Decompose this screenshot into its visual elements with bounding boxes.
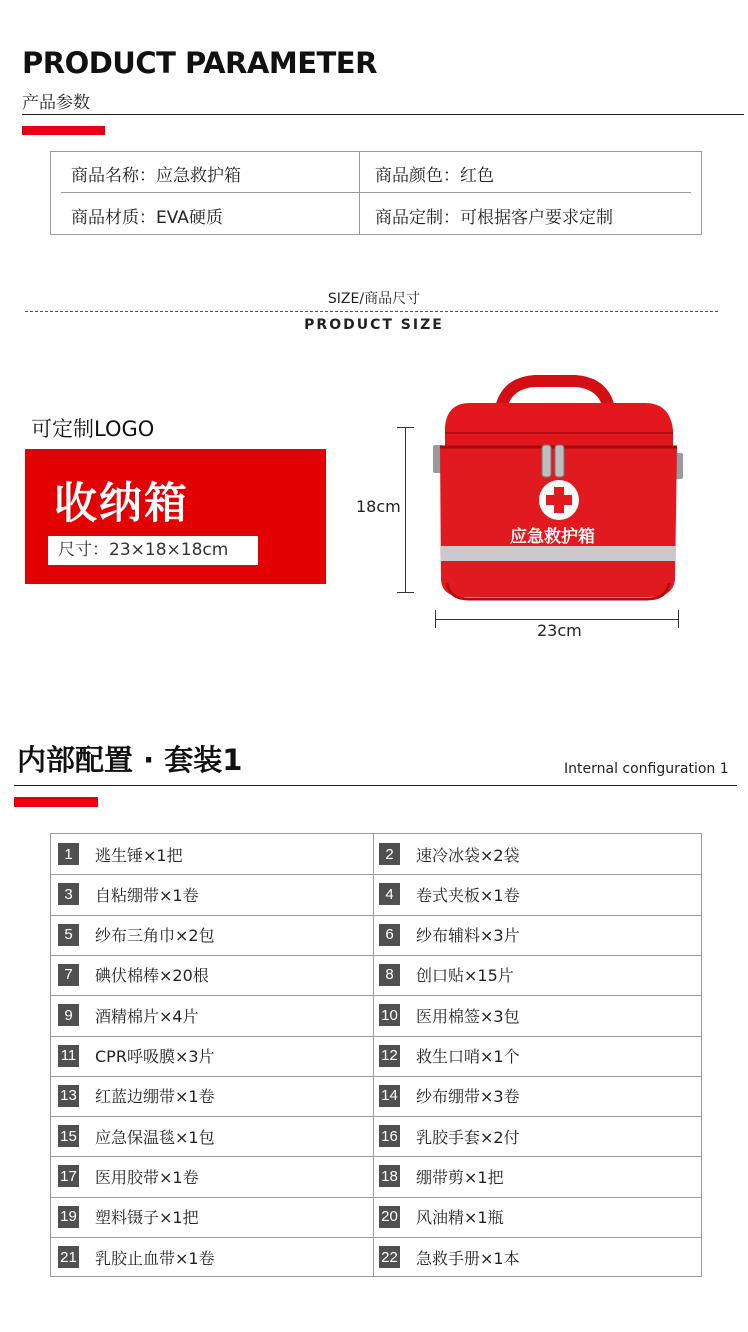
item-text: 乳胶止血带×1卷 <box>95 1248 215 1268</box>
config-item <box>58 924 215 946</box>
item-text: 医用棉签×3包 <box>416 1006 520 1026</box>
item-number-badge: 1 <box>58 843 79 865</box>
config-item <box>58 1246 215 1268</box>
item-number-badge: 6 <box>379 924 400 946</box>
accent-bar <box>22 126 105 135</box>
item-number-badge: 21 <box>58 1246 79 1268</box>
item-number-badge: 10 <box>379 1004 400 1026</box>
width-label: 23cm <box>537 621 582 640</box>
item-text: 医用胶带×1卷 <box>95 1167 199 1187</box>
accent-bar <box>14 797 98 807</box>
param-color: 商品颜色：红色 <box>375 166 494 186</box>
item-number-badge: 17 <box>58 1165 79 1187</box>
width-tick-right <box>678 610 679 628</box>
height-tick-top <box>397 427 414 428</box>
item-text: 应急保温毯×1包 <box>95 1127 215 1147</box>
item-text: 绷带剪×1把 <box>416 1167 504 1187</box>
config-item <box>58 1125 215 1147</box>
item-text: 卷式夹板×1卷 <box>416 885 520 905</box>
item-text: 救生口哨×1个 <box>416 1047 520 1066</box>
items-table <box>50 833 702 1277</box>
config-item <box>379 1085 520 1107</box>
row-divider <box>51 1197 701 1198</box>
promo-title: 收纳箱 <box>54 479 189 529</box>
dashed-divider <box>25 311 718 312</box>
row-divider <box>51 955 701 956</box>
config-item <box>58 1206 199 1228</box>
row-divider <box>51 1076 701 1077</box>
config-title: 内部配置 · 套装1 <box>17 743 243 777</box>
item-text: 风油精×1瓶 <box>416 1208 504 1228</box>
width-line <box>435 619 679 620</box>
item-text: 急救手册×1本 <box>416 1248 520 1268</box>
config-item <box>58 883 199 905</box>
config-item <box>379 1045 520 1067</box>
section-title-cn: 产品参数 <box>22 93 90 113</box>
config-item <box>379 964 514 986</box>
config-item <box>379 843 520 865</box>
config-item <box>58 843 183 865</box>
row-divider <box>51 1156 701 1157</box>
item-text: 碘伏棉棒×20根 <box>95 966 209 986</box>
item-number-badge: 14 <box>379 1085 400 1107</box>
row-divider <box>51 1237 701 1238</box>
row-divider <box>51 1036 701 1037</box>
param-table <box>50 151 702 235</box>
row-divider <box>51 915 701 916</box>
config-item <box>379 1004 520 1026</box>
item-number-badge: 13 <box>58 1085 79 1107</box>
item-number-badge: 7 <box>58 964 79 986</box>
item-text: 酒精棉片×4片 <box>95 1006 199 1026</box>
config-item <box>379 924 520 946</box>
item-text: 创口贴×15片 <box>416 966 514 986</box>
promo-dimensions: 尺寸：23×18×18cm <box>48 536 258 565</box>
width-tick-left <box>435 610 436 628</box>
item-text: 红蓝边绷带×1卷 <box>95 1087 215 1107</box>
config-item <box>379 1125 520 1147</box>
height-label: 18cm <box>356 497 401 516</box>
custom-logo-text: 可定制LOGO <box>31 417 155 441</box>
item-text: 纱布绷带×3卷 <box>416 1087 520 1107</box>
height-line <box>405 427 406 593</box>
height-tick-bottom <box>397 592 414 593</box>
item-number-badge: 19 <box>58 1206 79 1228</box>
item-number-badge: 22 <box>379 1246 400 1268</box>
item-number-badge: 11 <box>58 1045 79 1067</box>
config-title-en: Internal configuration 1 <box>564 761 729 777</box>
config-item <box>379 1165 504 1187</box>
item-number-badge: 18 <box>379 1165 400 1187</box>
size-label: SIZE/商品尺寸 <box>327 291 421 307</box>
config-item <box>58 964 209 986</box>
item-number-badge: 20 <box>379 1206 400 1228</box>
row-divider <box>51 1116 701 1117</box>
section-title-en: PRODUCT PARAMETER <box>22 46 377 80</box>
item-number-badge: 8 <box>379 964 400 986</box>
item-text: 塑料镊子×1把 <box>95 1208 199 1228</box>
item-number-badge: 16 <box>379 1125 400 1147</box>
bag-label: 应急救护箱 <box>510 527 595 547</box>
config-item <box>379 883 520 905</box>
item-text: 纱布辅料×3片 <box>416 926 520 946</box>
item-number-badge: 2 <box>379 843 400 865</box>
row-divider <box>51 995 701 996</box>
divider <box>14 785 737 786</box>
config-item <box>379 1206 504 1228</box>
config-item <box>379 1246 520 1268</box>
item-number-badge: 15 <box>58 1125 79 1147</box>
first-aid-kit-image <box>425 375 685 605</box>
item-number-badge: 3 <box>58 883 79 905</box>
item-text: 纱布三角巾×2包 <box>95 926 215 946</box>
item-number-badge: 4 <box>379 883 400 905</box>
config-item <box>58 1085 215 1107</box>
item-text: 逃生锤×1把 <box>95 845 183 865</box>
item-number-badge: 12 <box>379 1045 400 1067</box>
item-number-badge: 5 <box>58 924 79 946</box>
size-title: PRODUCT SIZE <box>304 317 444 333</box>
config-item <box>58 1004 199 1026</box>
param-name: 商品名称：应急救护箱 <box>71 166 241 186</box>
param-custom: 商品定制：可根据客户要求定制 <box>375 208 613 228</box>
config-item <box>58 1165 199 1187</box>
item-text: 速冷冰袋×2袋 <box>416 845 520 865</box>
divider <box>22 114 744 115</box>
item-number-badge: 9 <box>58 1004 79 1026</box>
row-divider <box>51 874 701 875</box>
item-text: 自粘绷带×1卷 <box>95 885 199 905</box>
param-material: 商品材质：EVA硬质 <box>71 208 223 228</box>
item-text: 乳胶手套×2付 <box>416 1127 520 1147</box>
config-item <box>58 1045 215 1067</box>
item-text: CPR呼吸膜×3片 <box>95 1047 215 1066</box>
